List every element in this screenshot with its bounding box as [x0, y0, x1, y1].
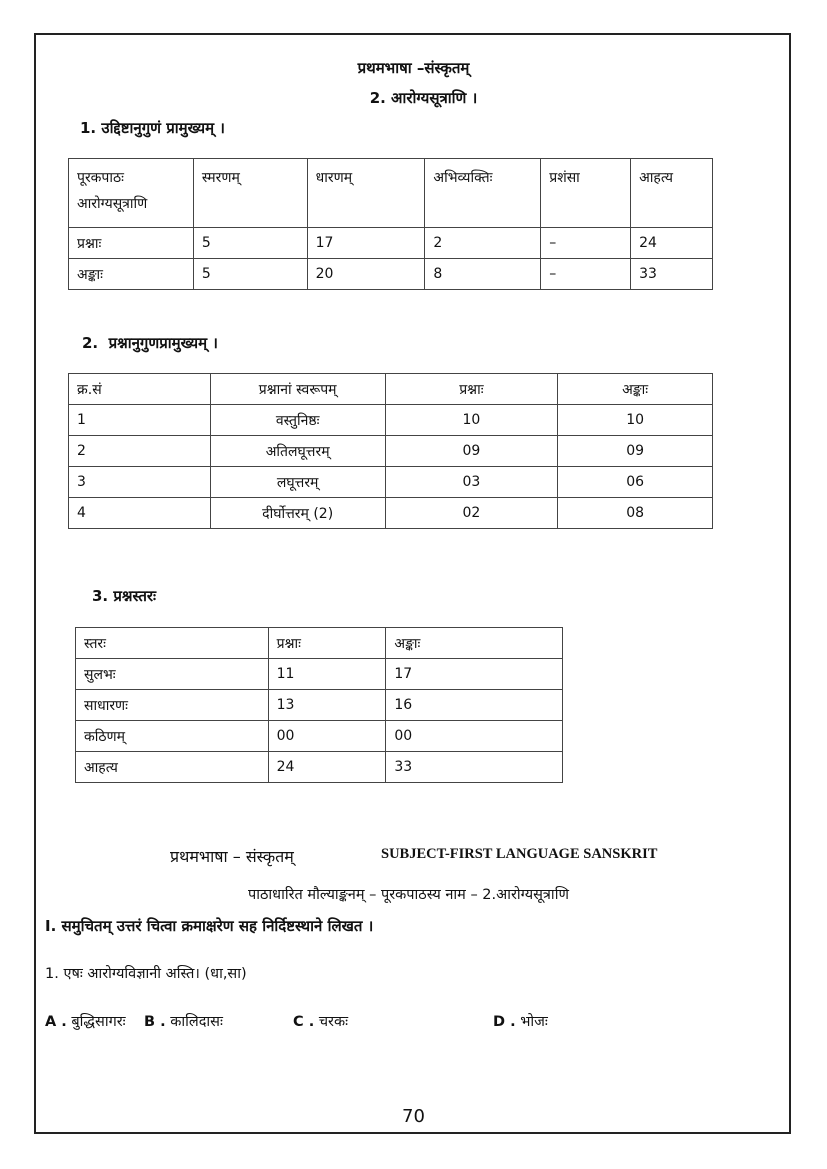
option-text: चरकः	[318, 1014, 349, 1030]
section3-heading: 3. प्रश्नस्तरः	[92, 587, 157, 605]
table-cell: 03	[385, 467, 558, 498]
table-cell: –	[541, 228, 631, 259]
table-header-cell: प्रशंसा	[541, 159, 631, 228]
table-cell: –	[541, 259, 631, 290]
table-row	[76, 659, 563, 690]
table-cell: आहत्य	[76, 752, 269, 783]
table-cell: 2	[69, 436, 211, 467]
table-cell: 24	[631, 228, 713, 259]
table-cell: साधारणः	[76, 690, 269, 721]
page-number: 70	[402, 1106, 425, 1127]
table-cell: 3	[69, 467, 211, 498]
subject-english: SUBJECT-FIRST LANGUAGE SANSKRIT	[381, 846, 658, 862]
table-header-cell: अङ्काः	[558, 374, 713, 405]
table-cell: 5	[193, 228, 307, 259]
table-header-cell: धारणम्	[307, 159, 425, 228]
table-header-row	[69, 374, 713, 405]
table-cell: 09	[385, 436, 558, 467]
table-cell: प्रश्नाः	[69, 228, 194, 259]
table-header-cell: अङ्काः	[386, 628, 563, 659]
difficulty-table	[75, 627, 563, 783]
table-cell: 16	[386, 690, 563, 721]
page-title: प्रथमभाषा –संस्कृतम्	[357, 59, 470, 77]
table-row	[69, 498, 713, 529]
table-cell: वस्तुनिष्ठः	[210, 405, 385, 436]
option-text: कालिदासः	[170, 1014, 223, 1030]
table-cell: 24	[268, 752, 386, 783]
table-cell: 20	[307, 259, 425, 290]
table-cell: 33	[386, 752, 563, 783]
option-d	[493, 1011, 548, 1031]
table-header-cell: प्रश्नाः	[385, 374, 558, 405]
option-b	[144, 1011, 223, 1031]
table-header-cell: क्र.सं	[69, 374, 211, 405]
table-row	[69, 405, 713, 436]
table-row	[69, 228, 713, 259]
evaluation-line: पाठाधारित मौल्याङ्कनम् – पूरकपाठस्य नाम – 2.आरोग्यसूत्राणि	[248, 887, 569, 903]
table-cell: 2	[425, 228, 541, 259]
question-type-table	[68, 373, 713, 529]
lesson-title: 2. आरोग्यसूत्राणि ।	[369, 89, 478, 107]
table-header-cell: स्तरः	[76, 628, 269, 659]
table-row	[76, 721, 563, 752]
table-header-cell: पूरकपाठः आरोग्यसूत्राणि	[69, 159, 194, 228]
table-cell: 17	[307, 228, 425, 259]
table-header-row	[69, 159, 713, 228]
option-letter: D .	[493, 1014, 516, 1030]
table-cell: सुलभः	[76, 659, 269, 690]
section1-heading: 1. उद्दिष्टानुगुणं प्रामुख्यम् ।	[80, 119, 225, 137]
table-cell: 13	[268, 690, 386, 721]
table-row	[69, 436, 713, 467]
table-cell: 00	[268, 721, 386, 752]
table-cell: 5	[193, 259, 307, 290]
table-header-cell: स्मरणम्	[193, 159, 307, 228]
option-letter: C .	[293, 1014, 315, 1030]
table-row	[76, 752, 563, 783]
table-cell: 09	[558, 436, 713, 467]
option-letter: A .	[45, 1014, 67, 1030]
table-cell: अङ्काः	[69, 259, 194, 290]
subject-sanskrit: प्रथमभाषा – संस्कृतम्	[170, 847, 294, 866]
table-header-row	[76, 628, 563, 659]
table-header-cell: प्रश्नाः	[268, 628, 386, 659]
table-cell: 8	[425, 259, 541, 290]
instruction-text: I. समुचितम् उत्तरं चित्वा क्रमाक्षरेण सह निर्दिष्टस्थाने लिखत ।	[45, 917, 374, 935]
objective-table	[68, 158, 713, 290]
table-cell: 1	[69, 405, 211, 436]
table-cell: 10	[385, 405, 558, 436]
table-cell: दीर्घोत्तरम् (2)	[210, 498, 385, 529]
table-cell: 4	[69, 498, 211, 529]
table-row	[69, 467, 713, 498]
table-cell: कठिणम्	[76, 721, 269, 752]
table-cell: अतिलघूत्तरम्	[210, 436, 385, 467]
table-cell: 02	[385, 498, 558, 529]
option-text: भोजः	[520, 1014, 548, 1030]
option-c	[293, 1011, 348, 1031]
table-cell: 11	[268, 659, 386, 690]
table-cell: 17	[386, 659, 563, 690]
table-row	[69, 259, 713, 290]
table-row	[76, 690, 563, 721]
table-cell: 00	[386, 721, 563, 752]
table-cell: 08	[558, 498, 713, 529]
table-cell: 33	[631, 259, 713, 290]
option-text: बुद्धिसागरः	[71, 1014, 126, 1030]
table-cell: लघूत्तरम्	[210, 467, 385, 498]
table-header-cell: प्रश्नानां स्वरूपम्	[210, 374, 385, 405]
question-text: 1. एषः आरोग्यविज्ञानी अस्ति। (धा,सा)	[45, 966, 247, 982]
section2-heading: 2. प्रश्नानुगुणप्रामुख्यम् ।	[82, 334, 218, 352]
table-header-cell: अभिव्यक्तिः	[425, 159, 541, 228]
option-a	[45, 1011, 126, 1031]
option-letter: B .	[144, 1014, 166, 1030]
table-cell: 10	[558, 405, 713, 436]
table-cell: 06	[558, 467, 713, 498]
table-header-cell: आहत्य	[631, 159, 713, 228]
